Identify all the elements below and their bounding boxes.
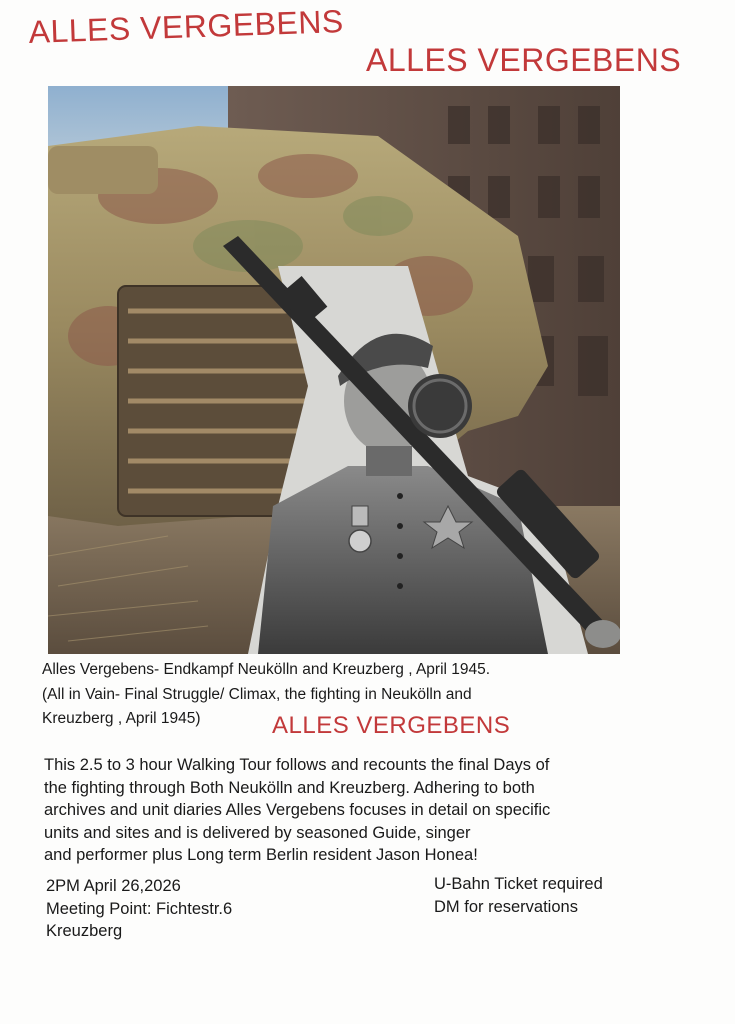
caption-line-2: (All in Vain- Final Struggle/ Climax, the fighting in Neukölln and: [42, 686, 472, 703]
caption-line-3: Kreuzberg , April 1945): [42, 710, 201, 727]
description-line-3: archives and unit diaries Alles Vergebens focuses in detail on specific: [44, 801, 551, 819]
event-time-date: 2PM April 26,2026: [46, 877, 181, 895]
description-line-5: and performer plus Long term Berlin resident Jason Honea!: [44, 846, 478, 864]
reservation-note: DM for reservations: [434, 898, 578, 916]
headline-top-right: ALLES VERGEBENS: [366, 42, 682, 78]
headline-top-left: ALLES VERGEBENS: [28, 3, 345, 50]
meeting-point: Meeting Point: Fichtestr.6: [46, 900, 233, 918]
description-line-2: the fighting through Both Neukölln and Kreuzberg. Adhering to both: [44, 779, 535, 797]
description-line-1: This 2.5 to 3 hour Walking Tour follows and recounts the final Days of: [44, 756, 550, 774]
collage-photo: [48, 86, 620, 654]
description-line-4: units and sites and is delivered by seasoned Guide, singer: [44, 824, 471, 842]
meeting-district: Kreuzberg: [46, 922, 123, 940]
mid-headline: ALLES VERGEBENS: [272, 712, 511, 739]
ticket-note: U-Bahn Ticket required: [434, 875, 603, 893]
caption-line-1: Alles Vergebens- Endkampf Neukölln and Kreuzberg , April 1945.: [42, 661, 491, 678]
